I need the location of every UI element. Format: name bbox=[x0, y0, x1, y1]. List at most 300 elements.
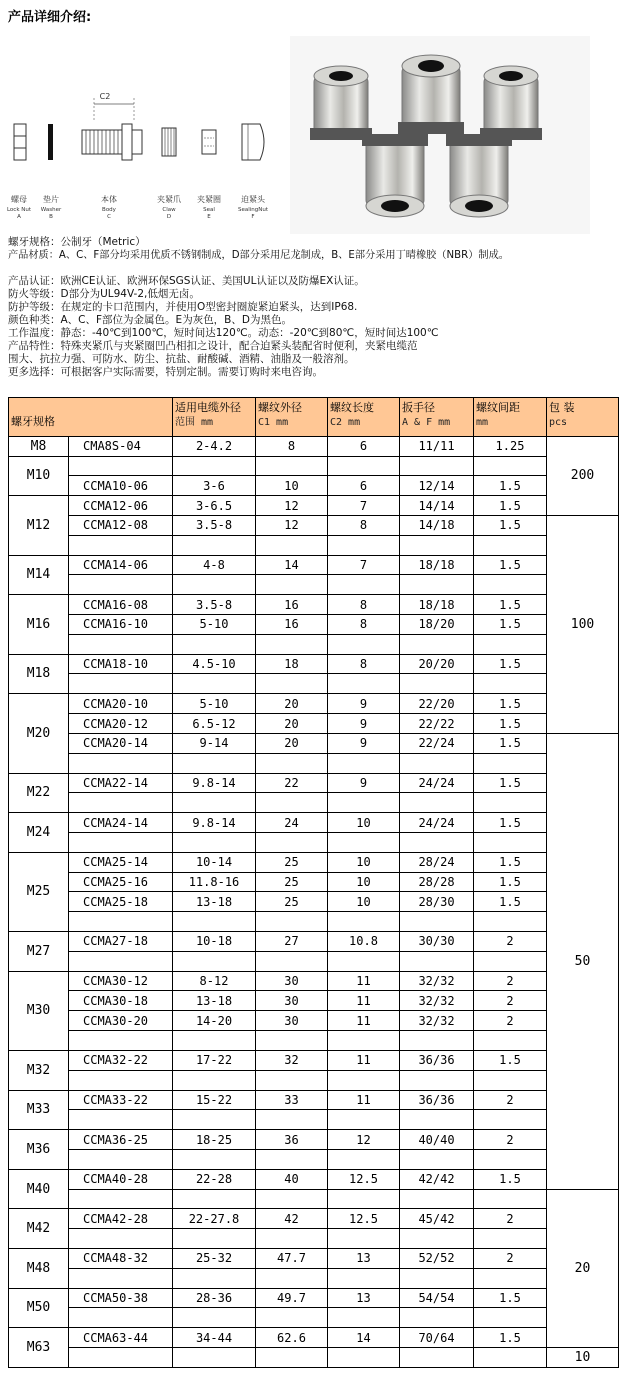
pitch-cell bbox=[474, 634, 547, 654]
pitch-cell bbox=[474, 832, 547, 852]
header-c2: 螺纹长度 C2 mm bbox=[328, 398, 400, 437]
af-cell: 36/36 bbox=[400, 1090, 474, 1110]
c2-cell bbox=[328, 1110, 400, 1130]
pitch-cell bbox=[474, 1110, 547, 1130]
model-cell: CCMA30-18 bbox=[69, 991, 173, 1011]
model-cell: CCMA16-10 bbox=[69, 615, 173, 635]
c2-cell: 11 bbox=[328, 1090, 400, 1110]
c1-cell bbox=[256, 575, 328, 595]
cable-range-cell bbox=[173, 832, 256, 852]
c2-cell bbox=[328, 634, 400, 654]
thread-cell: M36 bbox=[9, 1130, 69, 1170]
cable-range-cell: 25-32 bbox=[173, 1249, 256, 1269]
c2-cell: 9 bbox=[328, 714, 400, 734]
thread-cell: M10 bbox=[9, 456, 69, 496]
part-label-b-letter: B bbox=[49, 214, 53, 220]
spec-table bbox=[8, 397, 619, 1368]
pitch-cell: 1.5 bbox=[474, 852, 547, 872]
table-row bbox=[9, 1288, 619, 1308]
header-pitch: 螺纹间距 mm bbox=[474, 398, 547, 437]
c1-cell: 42 bbox=[256, 1209, 328, 1229]
af-cell: 40/40 bbox=[400, 1130, 474, 1150]
part-label-f-en: SealingNut bbox=[237, 207, 269, 213]
af-cell: 54/54 bbox=[400, 1288, 474, 1308]
pitch-cell: 1.5 bbox=[474, 813, 547, 833]
model-cell: CCMA12-06 bbox=[69, 496, 173, 516]
table-row bbox=[9, 1050, 619, 1070]
cable-range-cell bbox=[173, 912, 256, 932]
part-label-d-cn: 夹紧爪 bbox=[157, 195, 181, 204]
c1-cell: 20 bbox=[256, 714, 328, 734]
model-cell: CCMA48-32 bbox=[69, 1249, 173, 1269]
model-cell bbox=[69, 1189, 173, 1209]
pitch-cell: 1.5 bbox=[474, 615, 547, 635]
af-cell: 42/42 bbox=[400, 1169, 474, 1189]
table-row bbox=[9, 496, 619, 516]
pitch-cell: 1.5 bbox=[474, 1328, 547, 1348]
pitch-cell bbox=[474, 951, 547, 971]
c2-cell bbox=[328, 1308, 400, 1328]
c2-cell: 9 bbox=[328, 733, 400, 753]
af-cell bbox=[400, 1229, 474, 1249]
cable-range-cell bbox=[173, 1308, 256, 1328]
af-cell bbox=[400, 832, 474, 852]
c2-cell bbox=[328, 912, 400, 932]
model-cell: CCMA14-06 bbox=[69, 555, 173, 575]
af-cell: 52/52 bbox=[400, 1249, 474, 1269]
parts-diagram bbox=[6, 80, 286, 230]
af-cell: 22/24 bbox=[400, 733, 474, 753]
af-cell bbox=[400, 1189, 474, 1209]
c1-cell: 16 bbox=[256, 595, 328, 615]
cable-range-cell bbox=[173, 535, 256, 555]
pack-cell: 10 bbox=[547, 1348, 619, 1368]
cable-range-cell: 22-28 bbox=[173, 1169, 256, 1189]
thread-cell: M16 bbox=[9, 595, 69, 654]
c2-cell bbox=[328, 753, 400, 773]
table-row bbox=[9, 555, 619, 575]
model-cell bbox=[69, 634, 173, 654]
af-cell bbox=[400, 674, 474, 694]
cable-range-cell bbox=[173, 575, 256, 595]
cable-range-cell: 17-22 bbox=[173, 1050, 256, 1070]
c2-cell: 8 bbox=[328, 595, 400, 615]
table-row bbox=[9, 1149, 619, 1169]
model-cell: CCMA20-14 bbox=[69, 733, 173, 753]
model-cell bbox=[69, 912, 173, 932]
c2-cell bbox=[328, 1149, 400, 1169]
desc-features: 产品特性：特殊夹紧爪与夹紧圈凹凸相扣之设计，配合迫紧头装配省时便利，夹紧电缆范 bbox=[8, 340, 418, 352]
af-cell: 45/42 bbox=[400, 1209, 474, 1229]
pitch-cell bbox=[474, 1149, 547, 1169]
thread-cell: M27 bbox=[9, 932, 69, 972]
cable-range-cell: 2-4.2 bbox=[173, 436, 256, 456]
af-cell: 70/64 bbox=[400, 1328, 474, 1348]
model-cell: CCMA25-14 bbox=[69, 852, 173, 872]
table-row bbox=[9, 535, 619, 555]
pack-cell: 200 bbox=[547, 436, 619, 515]
table-row bbox=[9, 1011, 619, 1031]
c1-cell: 30 bbox=[256, 1011, 328, 1031]
pack-cell: 50 bbox=[547, 733, 619, 1189]
af-cell bbox=[400, 793, 474, 813]
model-cell: CCMA16-08 bbox=[69, 595, 173, 615]
desc-colors: 颜色种类：A、C、F部位为金属色。E为灰色，B、D为黑色。 bbox=[8, 314, 292, 326]
table-row bbox=[9, 595, 619, 615]
c1-cell: 12 bbox=[256, 496, 328, 516]
c2-cell: 10 bbox=[328, 872, 400, 892]
c1-cell: 10 bbox=[256, 476, 328, 496]
model-cell: CCMA18-10 bbox=[69, 654, 173, 674]
c1-cell: 14 bbox=[256, 555, 328, 575]
af-cell bbox=[400, 575, 474, 595]
table-row bbox=[9, 951, 619, 971]
model-cell bbox=[69, 951, 173, 971]
pitch-cell bbox=[474, 1070, 547, 1090]
table-row bbox=[9, 436, 619, 456]
cable-range-cell: 14-20 bbox=[173, 1011, 256, 1031]
table-row bbox=[9, 872, 619, 892]
desc-more: 更多选择：可根据客户实际需要，特别定制。需要订购时来电咨询。 bbox=[8, 366, 323, 378]
table-row bbox=[9, 515, 619, 535]
table-row bbox=[9, 615, 619, 635]
table-row bbox=[9, 971, 619, 991]
model-cell: CCMA22-14 bbox=[69, 773, 173, 793]
part-label-c-letter: C bbox=[107, 214, 111, 220]
table-row bbox=[9, 674, 619, 694]
thread-cell: M33 bbox=[9, 1090, 69, 1130]
table-row bbox=[9, 733, 619, 753]
pitch-cell bbox=[474, 912, 547, 932]
model-cell: CCMA10-06 bbox=[69, 476, 173, 496]
table-header-row bbox=[9, 398, 619, 437]
thread-cell: M12 bbox=[9, 496, 69, 555]
pitch-cell: 1.5 bbox=[474, 1288, 547, 1308]
c1-cell: 25 bbox=[256, 872, 328, 892]
c1-cell: 40 bbox=[256, 1169, 328, 1189]
c2-cell: 9 bbox=[328, 773, 400, 793]
model-cell bbox=[69, 793, 173, 813]
c2-cell: 11 bbox=[328, 971, 400, 991]
c2-cell bbox=[328, 1070, 400, 1090]
table-row bbox=[9, 1169, 619, 1189]
table-row bbox=[9, 773, 619, 793]
header-pack: 包 装 pcs bbox=[547, 398, 619, 437]
pitch-cell bbox=[474, 575, 547, 595]
model-cell: CCMA20-10 bbox=[69, 694, 173, 714]
part-label-f-letter: F bbox=[251, 214, 255, 220]
table-row bbox=[9, 1110, 619, 1130]
af-cell: 28/30 bbox=[400, 892, 474, 912]
af-cell bbox=[400, 1031, 474, 1051]
c1-cell bbox=[256, 634, 328, 654]
model-cell bbox=[69, 832, 173, 852]
pitch-cell: 1.5 bbox=[474, 714, 547, 734]
table-row bbox=[9, 1308, 619, 1328]
model-cell bbox=[69, 1110, 173, 1130]
table-row bbox=[9, 1328, 619, 1348]
c2-cell bbox=[328, 1348, 400, 1368]
thread-cell: M42 bbox=[9, 1209, 69, 1249]
pitch-cell: 2 bbox=[474, 1130, 547, 1150]
c2-cell: 13 bbox=[328, 1249, 400, 1269]
pitch-cell bbox=[474, 1348, 547, 1368]
model-cell: CCMA32-22 bbox=[69, 1050, 173, 1070]
model-cell bbox=[69, 753, 173, 773]
pitch-cell: 2 bbox=[474, 971, 547, 991]
model-cell: CCMA40-28 bbox=[69, 1169, 173, 1189]
part-label-d-en: Claw bbox=[162, 207, 176, 213]
table-row bbox=[9, 832, 619, 852]
pitch-cell bbox=[474, 753, 547, 773]
table-row bbox=[9, 1209, 619, 1229]
c1-cell bbox=[256, 753, 328, 773]
part-label-e-en: Seal bbox=[203, 207, 215, 213]
c2-cell: 7 bbox=[328, 555, 400, 575]
c2-cell bbox=[328, 674, 400, 694]
c2-cell: 7 bbox=[328, 496, 400, 516]
table-row bbox=[9, 575, 619, 595]
pitch-cell: 1.5 bbox=[474, 496, 547, 516]
table-row bbox=[9, 1229, 619, 1249]
cable-range-cell: 6.5-12 bbox=[173, 714, 256, 734]
cable-range-cell: 3.5-8 bbox=[173, 595, 256, 615]
pitch-cell: 1.5 bbox=[474, 595, 547, 615]
pack-cell: 100 bbox=[547, 515, 619, 733]
c2-cell: 13 bbox=[328, 1288, 400, 1308]
c2-cell: 11 bbox=[328, 991, 400, 1011]
cable-range-cell: 5-10 bbox=[173, 694, 256, 714]
model-cell bbox=[69, 1268, 173, 1288]
model-cell: CCMA20-12 bbox=[69, 714, 173, 734]
part-label-a-cn: 螺母 bbox=[11, 195, 27, 204]
spec-table-body bbox=[9, 436, 619, 1367]
pitch-cell: 1.5 bbox=[474, 476, 547, 496]
pitch-cell: 1.5 bbox=[474, 555, 547, 575]
c2-cell: 8 bbox=[328, 654, 400, 674]
header-cable-range: 适用电缆外径 范围 mm bbox=[173, 398, 256, 437]
c2-cell: 11 bbox=[328, 1050, 400, 1070]
c2-cell bbox=[328, 1031, 400, 1051]
thread-cell: M8 bbox=[9, 436, 69, 456]
c2-cell: 10 bbox=[328, 852, 400, 872]
table-row bbox=[9, 456, 619, 476]
model-cell: CCMA63-44 bbox=[69, 1328, 173, 1348]
model-cell: CCMA33-22 bbox=[69, 1090, 173, 1110]
model-cell bbox=[69, 1070, 173, 1090]
af-cell: 32/32 bbox=[400, 1011, 474, 1031]
c2-cell: 12.5 bbox=[328, 1169, 400, 1189]
cable-range-cell: 11.8-16 bbox=[173, 872, 256, 892]
thread-cell: M30 bbox=[9, 971, 69, 1050]
pitch-cell: 1.5 bbox=[474, 1169, 547, 1189]
cable-range-cell bbox=[173, 1348, 256, 1368]
cable-range-cell: 10-14 bbox=[173, 852, 256, 872]
c1-cell bbox=[256, 1031, 328, 1051]
cable-range-cell bbox=[173, 456, 256, 476]
af-cell bbox=[400, 1268, 474, 1288]
af-cell: 28/28 bbox=[400, 872, 474, 892]
cable-range-cell bbox=[173, 634, 256, 654]
model-cell bbox=[69, 1031, 173, 1051]
af-cell bbox=[400, 912, 474, 932]
model-cell bbox=[69, 535, 173, 555]
pitch-cell bbox=[474, 1189, 547, 1209]
thread-cell: M20 bbox=[9, 694, 69, 773]
c1-cell: 20 bbox=[256, 733, 328, 753]
model-cell bbox=[69, 1348, 173, 1368]
cable-range-cell bbox=[173, 1189, 256, 1209]
table-row bbox=[9, 1348, 619, 1368]
cable-range-cell bbox=[173, 1229, 256, 1249]
af-cell: 14/14 bbox=[400, 496, 474, 516]
pitch-cell: 1.5 bbox=[474, 1050, 547, 1070]
part-label-f-cn: 迫紧头 bbox=[241, 195, 265, 204]
c1-cell bbox=[256, 456, 328, 476]
cable-range-cell bbox=[173, 674, 256, 694]
af-cell: 28/24 bbox=[400, 852, 474, 872]
c1-cell bbox=[256, 1308, 328, 1328]
c1-cell: 22 bbox=[256, 773, 328, 793]
thread-cell: M14 bbox=[9, 555, 69, 595]
page-title: 产品详细介绍: bbox=[8, 10, 92, 25]
c2-cell bbox=[328, 951, 400, 971]
af-cell bbox=[400, 456, 474, 476]
af-cell: 18/20 bbox=[400, 615, 474, 635]
table-row bbox=[9, 476, 619, 496]
c1-cell: 18 bbox=[256, 654, 328, 674]
af-cell bbox=[400, 1110, 474, 1130]
c2-cell bbox=[328, 832, 400, 852]
table-row bbox=[9, 1189, 619, 1209]
part-label-a-en: Lock Nut bbox=[6, 207, 32, 213]
pitch-cell bbox=[474, 456, 547, 476]
c2-cell: 8 bbox=[328, 615, 400, 635]
af-cell bbox=[400, 1070, 474, 1090]
part-label-e-letter: E bbox=[207, 214, 211, 220]
pitch-cell: 2 bbox=[474, 991, 547, 1011]
table-row bbox=[9, 1070, 619, 1090]
c1-cell: 62.6 bbox=[256, 1328, 328, 1348]
c1-cell: 30 bbox=[256, 971, 328, 991]
cable-range-cell: 18-25 bbox=[173, 1130, 256, 1150]
c1-cell: 32 bbox=[256, 1050, 328, 1070]
c1-cell bbox=[256, 1149, 328, 1169]
model-cell: CCMA50-38 bbox=[69, 1288, 173, 1308]
thread-cell: M32 bbox=[9, 1050, 69, 1090]
model-cell: CCMA24-14 bbox=[69, 813, 173, 833]
thread-cell: M48 bbox=[9, 1249, 69, 1289]
cable-range-cell: 8-12 bbox=[173, 971, 256, 991]
c1-cell: 20 bbox=[256, 694, 328, 714]
c2-cell bbox=[328, 1268, 400, 1288]
thread-cell: M22 bbox=[9, 773, 69, 813]
cable-range-cell: 34-44 bbox=[173, 1328, 256, 1348]
thread-cell: M63 bbox=[9, 1328, 69, 1368]
af-cell: 12/14 bbox=[400, 476, 474, 496]
model-cell bbox=[69, 674, 173, 694]
part-label-c-cn: 本体 bbox=[101, 195, 117, 204]
cable-range-cell: 3-6 bbox=[173, 476, 256, 496]
c1-cell: 33 bbox=[256, 1090, 328, 1110]
c1-cell bbox=[256, 1110, 328, 1130]
af-cell bbox=[400, 951, 474, 971]
c2-cell bbox=[328, 793, 400, 813]
c1-cell bbox=[256, 793, 328, 813]
pitch-cell bbox=[474, 674, 547, 694]
model-cell: CCMA25-16 bbox=[69, 872, 173, 892]
pitch-cell: 1.5 bbox=[474, 892, 547, 912]
c1-cell: 30 bbox=[256, 991, 328, 1011]
table-row bbox=[9, 753, 619, 773]
cable-range-cell: 4-8 bbox=[173, 555, 256, 575]
af-cell bbox=[400, 634, 474, 654]
cable-range-cell bbox=[173, 753, 256, 773]
model-cell: CCMA25-18 bbox=[69, 892, 173, 912]
thread-cell: M25 bbox=[9, 852, 69, 931]
pitch-cell: 1.25 bbox=[474, 436, 547, 456]
cable-range-cell bbox=[173, 1070, 256, 1090]
cable-range-cell: 28-36 bbox=[173, 1288, 256, 1308]
af-cell bbox=[400, 753, 474, 773]
pitch-cell bbox=[474, 1031, 547, 1051]
desc-fire-rating: 防火等级：D部分为UL94V-2,低烟无卤。 bbox=[8, 288, 200, 300]
part-label-e-cn: 夹紧圈 bbox=[197, 195, 221, 204]
cable-range-cell: 9.8-14 bbox=[173, 813, 256, 833]
table-row bbox=[9, 892, 619, 912]
c1-cell bbox=[256, 674, 328, 694]
c1-cell: 36 bbox=[256, 1130, 328, 1150]
table-row bbox=[9, 793, 619, 813]
pitch-cell: 2 bbox=[474, 932, 547, 952]
model-cell: CCMA12-08 bbox=[69, 515, 173, 535]
c2-cell bbox=[328, 535, 400, 555]
model-cell: CCMA27-18 bbox=[69, 932, 173, 952]
pitch-cell bbox=[474, 1308, 547, 1328]
af-cell bbox=[400, 535, 474, 555]
c1-cell: 16 bbox=[256, 615, 328, 635]
thread-cell: M18 bbox=[9, 654, 69, 694]
pitch-cell: 2 bbox=[474, 1090, 547, 1110]
part-label-b-cn: 垫片 bbox=[43, 195, 59, 204]
af-cell: 24/24 bbox=[400, 773, 474, 793]
af-cell: 24/24 bbox=[400, 813, 474, 833]
table-row bbox=[9, 912, 619, 932]
cable-range-cell: 13-18 bbox=[173, 991, 256, 1011]
af-cell: 22/22 bbox=[400, 714, 474, 734]
table-row bbox=[9, 932, 619, 952]
model-cell: CCMA36-25 bbox=[69, 1130, 173, 1150]
cable-range-cell bbox=[173, 1268, 256, 1288]
model-cell: CCMA42-28 bbox=[69, 1209, 173, 1229]
table-row bbox=[9, 852, 619, 872]
c1-cell: 12 bbox=[256, 515, 328, 535]
af-cell bbox=[400, 1149, 474, 1169]
af-cell: 32/32 bbox=[400, 971, 474, 991]
pitch-cell bbox=[474, 535, 547, 555]
header-af: 扳手径 A & F mm bbox=[400, 398, 474, 437]
af-cell: 36/36 bbox=[400, 1050, 474, 1070]
af-cell: 22/20 bbox=[400, 694, 474, 714]
c1-cell: 27 bbox=[256, 932, 328, 952]
model-cell bbox=[69, 1229, 173, 1249]
pitch-cell: 1.5 bbox=[474, 515, 547, 535]
pitch-cell bbox=[474, 1268, 547, 1288]
pitch-cell bbox=[474, 1229, 547, 1249]
table-row bbox=[9, 1249, 619, 1269]
c2-cell bbox=[328, 1229, 400, 1249]
c2-cell bbox=[328, 575, 400, 595]
